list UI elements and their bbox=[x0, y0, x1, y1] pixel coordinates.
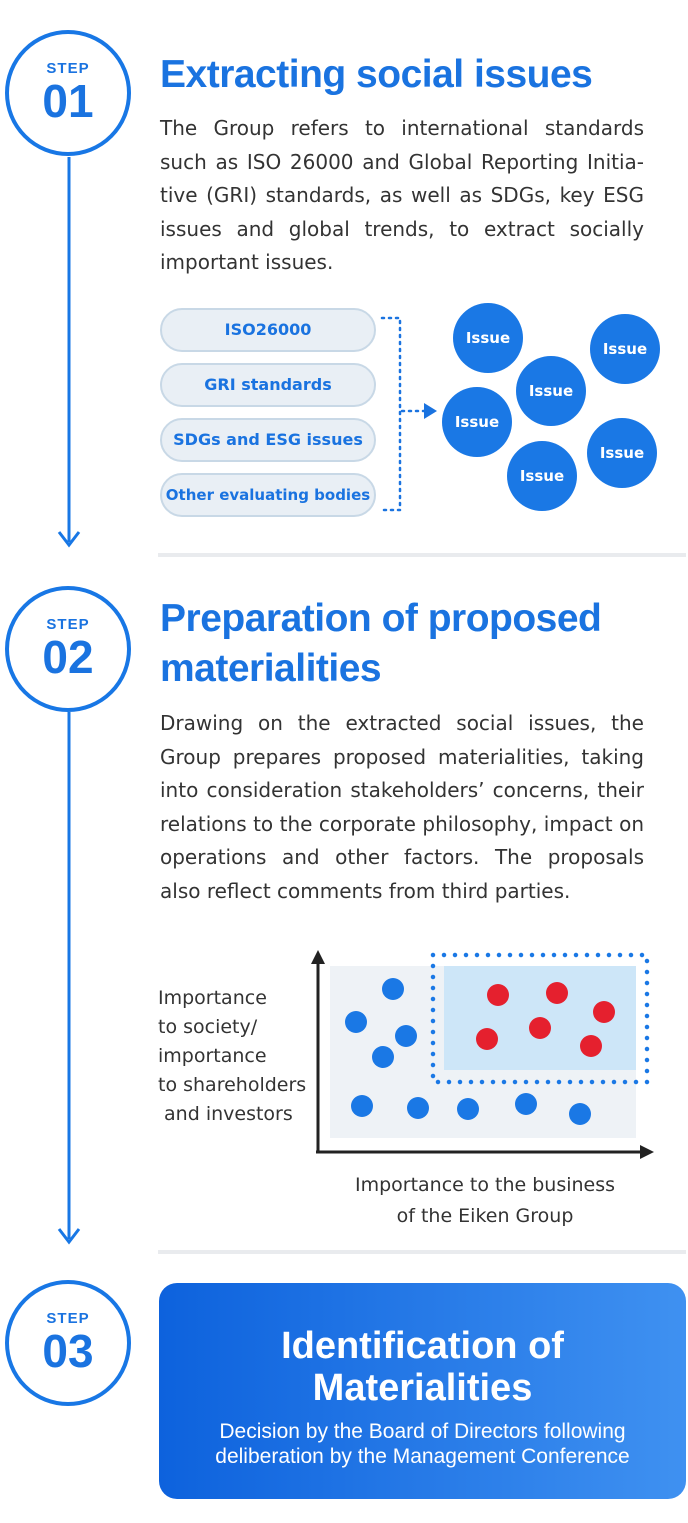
source-sdgs-esg: SDGs and ESG issues bbox=[160, 418, 376, 462]
step-02-description: Drawing on the extracted social issues, the Group prepares proposed materialities, taking into consideration stakeholders’ concerns, their relations to the corporate philosophy, impact on operations and other factors. The proposals also reflect comments from third parties. bbox=[160, 711, 644, 903]
final-title bbox=[159, 1325, 686, 1409]
step-label: STEP bbox=[46, 1310, 90, 1327]
title-line: materialities bbox=[160, 647, 382, 690]
issue-bubble: Issue bbox=[590, 314, 660, 384]
step-03-badge bbox=[5, 1280, 131, 1406]
y-axis-label-line: and investors bbox=[158, 1103, 293, 1125]
step-number: 02 bbox=[42, 631, 94, 683]
final-title-line: Identification of bbox=[281, 1325, 564, 1367]
issue-bubble: Issue bbox=[507, 441, 577, 511]
final-title-line: Materialities bbox=[312, 1367, 533, 1409]
final-subtitle-line: Decision by the Board of Directors following bbox=[219, 1420, 626, 1443]
x-axis-label bbox=[330, 1170, 640, 1232]
section-divider bbox=[158, 553, 686, 557]
step-01-badge bbox=[5, 30, 131, 156]
section-divider bbox=[158, 1250, 686, 1254]
step-label: STEP bbox=[46, 60, 90, 77]
step-number: 01 bbox=[42, 75, 94, 127]
x-axis-label-line: Importance to the business bbox=[354, 1174, 616, 1196]
issue-bubble: Issue bbox=[587, 418, 657, 488]
x-axis-label-line: of the Eiken Group bbox=[396, 1205, 574, 1227]
final-subtitle bbox=[159, 1419, 686, 1469]
step-label: STEP bbox=[46, 616, 90, 633]
source-iso26000: ISO26000 bbox=[160, 308, 376, 352]
step-number: 03 bbox=[42, 1325, 94, 1377]
identification-of-materialities-box bbox=[159, 1283, 686, 1499]
y-axis-label-line: to society/ bbox=[158, 1016, 258, 1038]
y-axis-label-line: Importance bbox=[158, 987, 267, 1009]
y-axis-label-line: importance bbox=[158, 1045, 267, 1067]
step-01-description: The Group refers to international standards such as ISO 26000 and Global Reporting Initia-tive (GRI) standards, as well as SDGs, key ESG issues and global trends, to extract socially important issues. bbox=[160, 116, 644, 274]
y-axis-label-line: to shareholders bbox=[158, 1074, 307, 1096]
source-gri-standards: GRI standards bbox=[160, 363, 376, 407]
title-line: Preparation of proposed bbox=[160, 597, 602, 640]
step-01-title: Extracting social issues bbox=[160, 53, 593, 96]
issue-bubble: Issue bbox=[453, 303, 523, 373]
step-02-badge bbox=[5, 586, 131, 712]
y-axis-label bbox=[158, 984, 318, 1129]
source-other-bodies: Other evaluating bodies bbox=[160, 473, 376, 517]
issue-bubble: Issue bbox=[442, 387, 512, 457]
issue-bubble: Issue bbox=[516, 356, 586, 426]
final-subtitle-line: deliberation by the Management Conference bbox=[215, 1445, 630, 1468]
step-02-title bbox=[160, 594, 660, 694]
